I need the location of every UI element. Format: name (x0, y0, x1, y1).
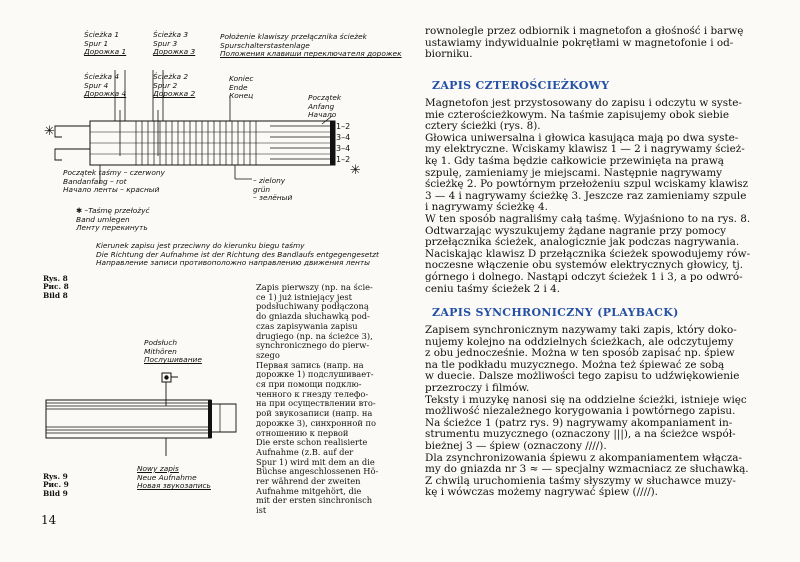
tape-track-diagram (40, 44, 370, 224)
listening-label: Podsłuch Mithören Послушивание (144, 338, 202, 365)
new-recording-label: Nowy zapis Neue Aufnahme Новая звукозапись (137, 464, 211, 491)
switch-position-numbers: 1–2 3–4 3–4 1–2 (336, 122, 351, 164)
four-track-section: Magnetofon jest przystosowany do zapisu i odczytu w syste- mie czterościeżkowym. Na taśmie zapisujemy obok siebie cztery ścieżki (rys. 8). Głowica uniwersalna i głowica kasująca mają po dwa syste- my elektryczne. Wciskamy klawisz 1 — 2 i nagrywamy ścież- kę 1. Gdy taśma będzie całkowicie przewinięta na prawą szpulę, zamieniamy je miejscami. Następnie nagrywamy ścieżkę 2. Po powtórnym przełożeniu szpul wciskamy klawisz 3 — 4 i nagrywamy ścieżkę 3. Jeszcze raz zamieniamy szpule i nagrywamy ścieżkę 4. W ten sposób nagraliśmy całą taśmę. Wyjaśniono to na rys. 8. Odtwarzając wyszukujemy żądane nagranie przy pomocy przełącznika ścieżek, analogicznie jak podczas nagrywania. Naciskając klawisz D przełącznika ścieżek spowodujemy rów- noczesne włączenie obu systemów elektrycznych głowicy, tj. górnego i dolnego. Nastąpi odczyt ścieżek 1 i 3, a po odwró- ceniu taśmy ścieżek 2 i 4. (425, 97, 751, 295)
turn-tape-label: ✱ –Taśmę przełożyć Band umlegen Ленту перекинуть (76, 206, 150, 233)
switch-position-label: Położenie klawiszy przełącznika ścieżek Spurschalterstastenlage Положения клавиши переключателя дорожек (220, 32, 402, 59)
synchronous-section: Zapisem synchronicznym nazywamy taki zapis, który doko- nujemy kolejno na oddzielnych ścieżkach, ale odczytujemy z obu jednocześnie. Można w ten sposób zapisać np. śpiew na tle podkładu muzycznego. Można też śpiewać ze sobą w duecie. Dalsze możliwości tego zapisu to udźwiękowienie przezroczy i filmów. Teksty i muzykę nanosi się na oddzielne ścieżki, istnieje więc możliwość niezależnego korygowania i powtórnego zapisu. Na ścieżce 1 (patrz rys. 9) nagrywamy akompaniament in- strumentu muzycznego (oznaczony |||), a na ścieżce współ- bieżnej 3 — śpiew (oznaczony ////). Dla zsynchronizowania śpiewu z akompaniamentem włącza- my do gniazda nr 3 ≈ — specjalny wzmacniacz ze słuchawką. Z chwilą uruchomienia taśmy słyszymy w słuchawce muzy- kę i wówczas możemy nagrywać śpiew (////). (425, 324, 749, 499)
asterisk-marker-icon: ✳ (44, 124, 55, 139)
green-label: – zielony grün – зелёный (253, 176, 293, 203)
figure-9-caption: Rys. 9 Рис. 9 Bild 9 (43, 472, 69, 498)
start-label: Początek Anfang Начало (308, 93, 342, 120)
recording-direction-label: Kierunek zapisu jest przeciwny do kierunku biegu taśmy Die Richtung der Aufnahme ist der Richtung des Bandlaufs entgegengesetzt Направление записи противоположно направлению движения ленты (96, 241, 379, 268)
heading-synchronous: ZAPIS SYNCHRONICZNY (PLAYBACK) (432, 306, 679, 319)
page-number: 14 (41, 513, 57, 527)
figure-8-caption: Rys. 8 Рис. 8 Bild 8 (43, 274, 69, 300)
tape-start-label: Początek taśmy – czerwony Bandanfang – rot Начало ленты – красный (63, 168, 165, 195)
track-2-label: Ścieżka 2 Spur 2 Дорожка 2 (153, 72, 196, 99)
track-4-label: Ścieżka 4 Spur 4 Дорожка 4 (84, 72, 127, 99)
end-label: Koniec Ende Конец (229, 74, 254, 101)
track-3-label: Ścieżka 3 Spur 3 Дорожка 3 (153, 30, 196, 57)
intro-paragraph: rownolegle przez odbiornik i magnetofon a głośność i barwę ustawiamy indywidualnie pokrętłami w magnetofonie i od- biorniku. (425, 25, 744, 61)
asterisk-marker-icon: ✳ (350, 163, 361, 178)
middle-column-text: Zapis pierwszy (np. na ście- ce 1) już istniejący jest podsłuchiwany podłączoną do gniazda słuchawką pod- czas zapisywania zapisu drugiego (np. na ścieżce 3), synchronicznego do pierw- szego Первая запись (напр. на дорожке 1) подслушивает- ся при помощи подклю- ченного к гнезду телефо- на при осуществлении вто- рой звукозаписи (напр. на дорожке 3), синхронной по отношению к первой Die erste schon realisierte Aufnahme (z.B. auf der Spur 1) wird mit dem an die Büchse angeschlossenen Hö- rer während der zweiten Aufnahme mitgehört, die mit der ersten sinchronisch ist (256, 282, 379, 516)
track-1-label: Ścieżka 1 Spur 1 Дорожка 1 (84, 30, 127, 57)
synchronous-tape-diagram (40, 366, 252, 462)
heading-four-track: ZAPIS CZTEROŚCIEŻKOWY (432, 79, 610, 92)
